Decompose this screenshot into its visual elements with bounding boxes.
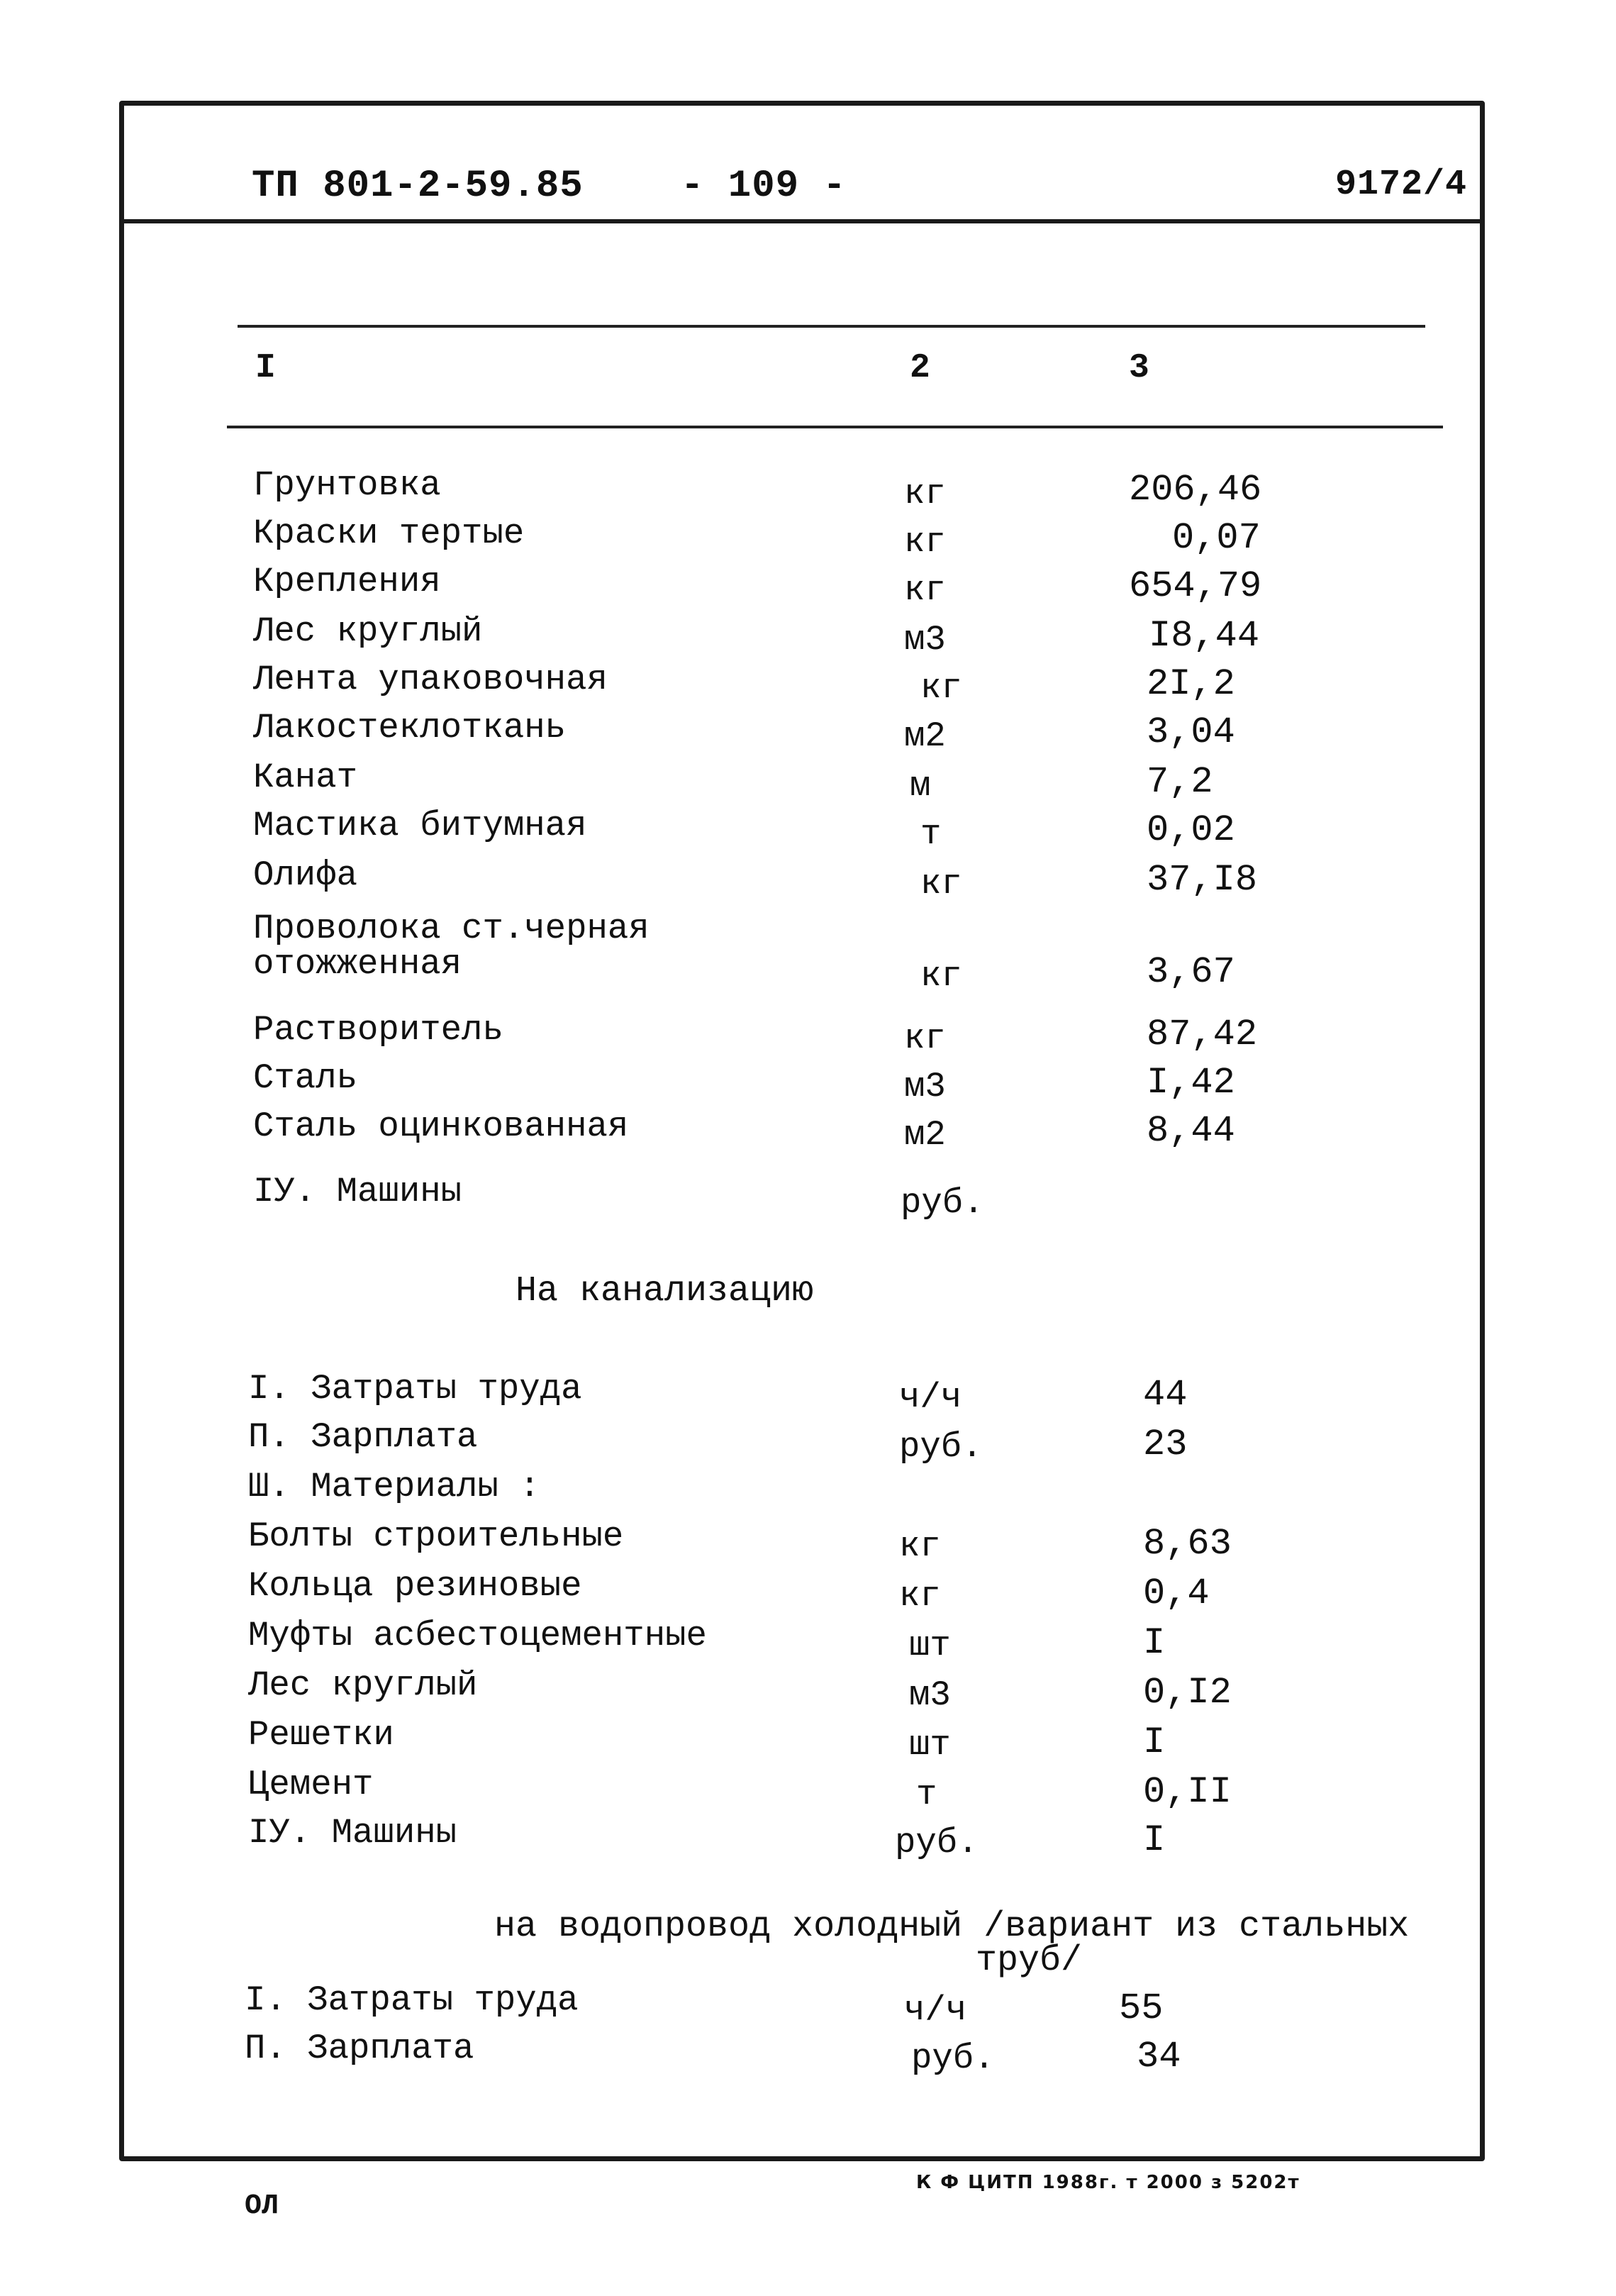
row-unit: руб. — [899, 1427, 983, 1467]
row-name: I. Затраты труда — [245, 1980, 579, 2020]
row-name: Проволока ст.черная — [253, 909, 650, 948]
row-value: 55 — [1119, 1987, 1164, 2029]
row-unit: кг — [899, 1526, 941, 1566]
row-unit: т — [920, 814, 942, 854]
row-value: I — [1143, 1721, 1166, 1763]
row-name: Лес круглый — [248, 1665, 478, 1705]
row-name-continued: отожженная — [253, 944, 462, 984]
row-name: Олифа — [253, 855, 358, 895]
header-divider — [119, 219, 1485, 223]
row-value: 34 — [1137, 2036, 1181, 2078]
table-header-rule — [227, 426, 1443, 428]
row-unit: т — [916, 1775, 937, 1814]
section-title-cold-water: на водопровод холодный /вариант из стальных — [494, 1907, 1410, 1947]
row-name: Лента упаковочная — [253, 660, 608, 699]
row-name: I. Затраты труда — [248, 1369, 582, 1409]
row-value: 2I,2 — [1147, 663, 1235, 705]
row-value: 0,02 — [1147, 809, 1235, 851]
page-number: - 109 - — [681, 165, 847, 208]
row-name: Болты строительные — [248, 1516, 624, 1556]
section-title-cold-water-continued: труб/ — [976, 1941, 1083, 1981]
row-name: Растворитель — [253, 1010, 503, 1050]
row-name: Сталь оцинкованная — [253, 1107, 629, 1146]
row-unit: шт — [909, 1725, 951, 1765]
row-value: I — [1143, 1622, 1166, 1664]
row-name: П. Зарплата — [245, 2029, 474, 2068]
row-unit: кг — [920, 668, 962, 708]
row-value: 3,67 — [1147, 951, 1235, 993]
row-name: Ш. Материалы : — [248, 1467, 540, 1507]
row-name: Лакостеклоткань — [253, 708, 567, 748]
section-title-sewerage: На канализацию — [516, 1271, 814, 1311]
row-value: 8,63 — [1143, 1523, 1232, 1565]
row-value: 0,I2 — [1143, 1672, 1232, 1714]
print-imprint: К Ф ЦИТП 1988г. т 2000 з 5202т — [916, 2172, 1300, 2193]
row-name: Цемент — [248, 1765, 374, 1804]
row-unit: руб. — [895, 1823, 979, 1863]
row-value: 206,46 — [1129, 469, 1262, 511]
row-name: Канат — [253, 758, 358, 797]
row-unit: кг — [920, 956, 962, 996]
row-unit: ч/ч — [899, 1377, 962, 1417]
row-name: Муфты асбестоцементные — [248, 1616, 707, 1656]
row-name: Решетки — [248, 1715, 394, 1755]
row-name: Лес круглый — [253, 611, 483, 651]
column-header-3: 3 — [1129, 349, 1149, 387]
row-value: I,42 — [1147, 1062, 1235, 1104]
row-unit: м2 — [904, 716, 946, 756]
row-name: Крепления — [253, 562, 441, 601]
sheet-number: 9172/4 — [1334, 165, 1467, 205]
row-unit: м — [910, 766, 931, 806]
row-unit: кг — [904, 522, 946, 562]
row-name: Сталь — [253, 1058, 358, 1098]
row-unit: руб. — [911, 2039, 995, 2078]
row-unit: м3 — [909, 1675, 951, 1715]
row-unit: кг — [904, 570, 946, 610]
row-unit: руб. — [901, 1183, 984, 1223]
row-name: П. Зарплата — [248, 1417, 478, 1457]
row-value: 3,04 — [1147, 711, 1235, 753]
row-name: IУ. Машины — [253, 1172, 462, 1211]
table-top-rule — [238, 325, 1425, 328]
row-value: 7,2 — [1147, 761, 1213, 803]
row-value: 8,44 — [1147, 1110, 1235, 1152]
document-code: ТП 801-2-59.85 — [252, 165, 584, 208]
row-value: 0,07 — [1172, 517, 1261, 559]
row-value: 23 — [1143, 1424, 1188, 1465]
row-name: Краски тертые — [253, 514, 525, 553]
row-name: IУ. Машины — [248, 1813, 457, 1853]
row-name: Грунтовка — [253, 465, 441, 505]
column-header-1: I — [255, 349, 276, 387]
row-value: I8,44 — [1149, 615, 1260, 657]
row-unit: м3 — [904, 1067, 946, 1107]
row-unit: м2 — [904, 1115, 946, 1155]
row-value: 37,I8 — [1147, 859, 1258, 901]
row-unit: шт — [909, 1626, 951, 1665]
row-name: Кольца резиновые — [248, 1566, 582, 1606]
row-value: 0,II — [1143, 1771, 1232, 1813]
row-unit: м3 — [904, 620, 946, 660]
footer-mark: ОЛ — [245, 2190, 279, 2222]
row-unit: кг — [904, 1019, 946, 1058]
row-value: 654,79 — [1129, 565, 1262, 607]
row-value: 87,42 — [1147, 1014, 1258, 1055]
row-unit: кг — [899, 1576, 941, 1616]
row-name: Мастика битумная — [253, 806, 587, 845]
row-unit: кг — [904, 474, 946, 514]
column-header-2: 2 — [910, 349, 930, 387]
row-unit: кг — [920, 864, 962, 904]
row-unit: ч/ч — [904, 1990, 967, 2030]
row-value: 44 — [1143, 1374, 1188, 1416]
row-value: 0,4 — [1143, 1573, 1210, 1614]
row-value: I — [1143, 1819, 1166, 1861]
